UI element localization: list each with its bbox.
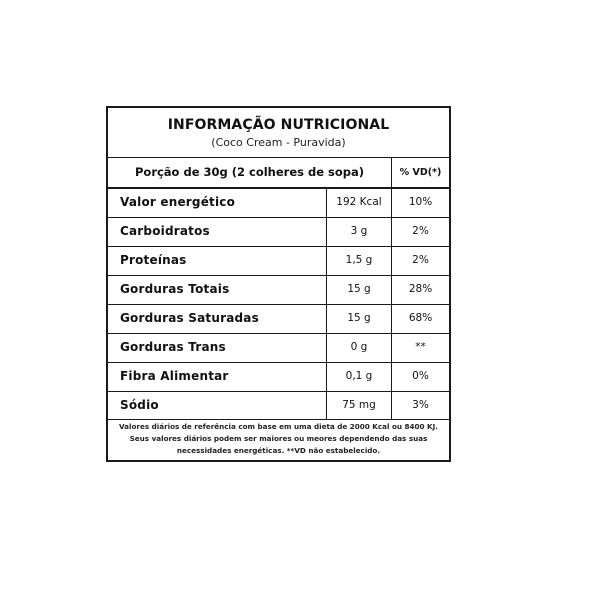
table-row	[108, 247, 449, 276]
nutrient-name: Gorduras Saturadas	[108, 305, 327, 333]
nutrient-name: Gorduras Totais	[108, 276, 327, 304]
footnote: Valores diários de referência com base em uma dieta de 2000 Kcal ou 8400 KJ. Seus valores diários podem ser maiores ou meores dependendo das suas necessidades energéticas. **VD não estabelecido.	[118, 422, 438, 455]
table-row	[108, 218, 449, 247]
nutrient-amount: 15 g	[327, 276, 392, 304]
table-row	[108, 334, 449, 363]
nutrition-facts-table	[106, 106, 451, 462]
nutrient-name: Proteínas	[108, 247, 327, 275]
nutrient-name: Valor energético	[108, 189, 327, 217]
nutrient-vd: **	[415, 341, 426, 353]
table-row	[108, 305, 449, 334]
nutrient-vd: 2%	[412, 225, 429, 237]
table-title: INFORMAÇÃO NUTRICIONAL	[167, 117, 390, 133]
nutrient-amount: 3 g	[327, 218, 392, 246]
nutrient-amount: 15 g	[327, 305, 392, 333]
vd-column-header: % VD(*)	[399, 167, 442, 178]
portion-row	[108, 158, 449, 189]
portion-label: Porção de 30g (2 colheres de sopa)	[108, 158, 392, 187]
nutrient-amount: 1,5 g	[327, 247, 392, 275]
nutrient-amount: 192 Kcal	[327, 189, 392, 217]
table-row	[108, 189, 449, 218]
nutrient-vd: 2%	[412, 254, 429, 266]
nutrient-amount: 0,1 g	[327, 363, 392, 391]
nutrient-name: Sódio	[108, 392, 327, 419]
table-row	[108, 276, 449, 305]
nutrient-vd: 3%	[412, 399, 429, 411]
table-row	[108, 363, 449, 392]
nutrient-vd: 28%	[408, 283, 433, 295]
nutrient-name: Gorduras Trans	[108, 334, 327, 362]
product-subtitle: (Coco Cream - Puravida)	[211, 136, 346, 149]
nutrient-vd: 0%	[412, 370, 429, 382]
nutrient-name: Carboidratos	[108, 218, 327, 246]
nutrient-vd: 10%	[408, 196, 433, 208]
nutrient-vd: 68%	[408, 312, 433, 324]
nutrient-name: Fibra Alimentar	[108, 363, 327, 391]
nutrient-amount: 0 g	[327, 334, 392, 362]
table-row	[108, 392, 449, 420]
nutrient-amount: 75 mg	[327, 392, 392, 419]
table-header	[108, 108, 449, 158]
